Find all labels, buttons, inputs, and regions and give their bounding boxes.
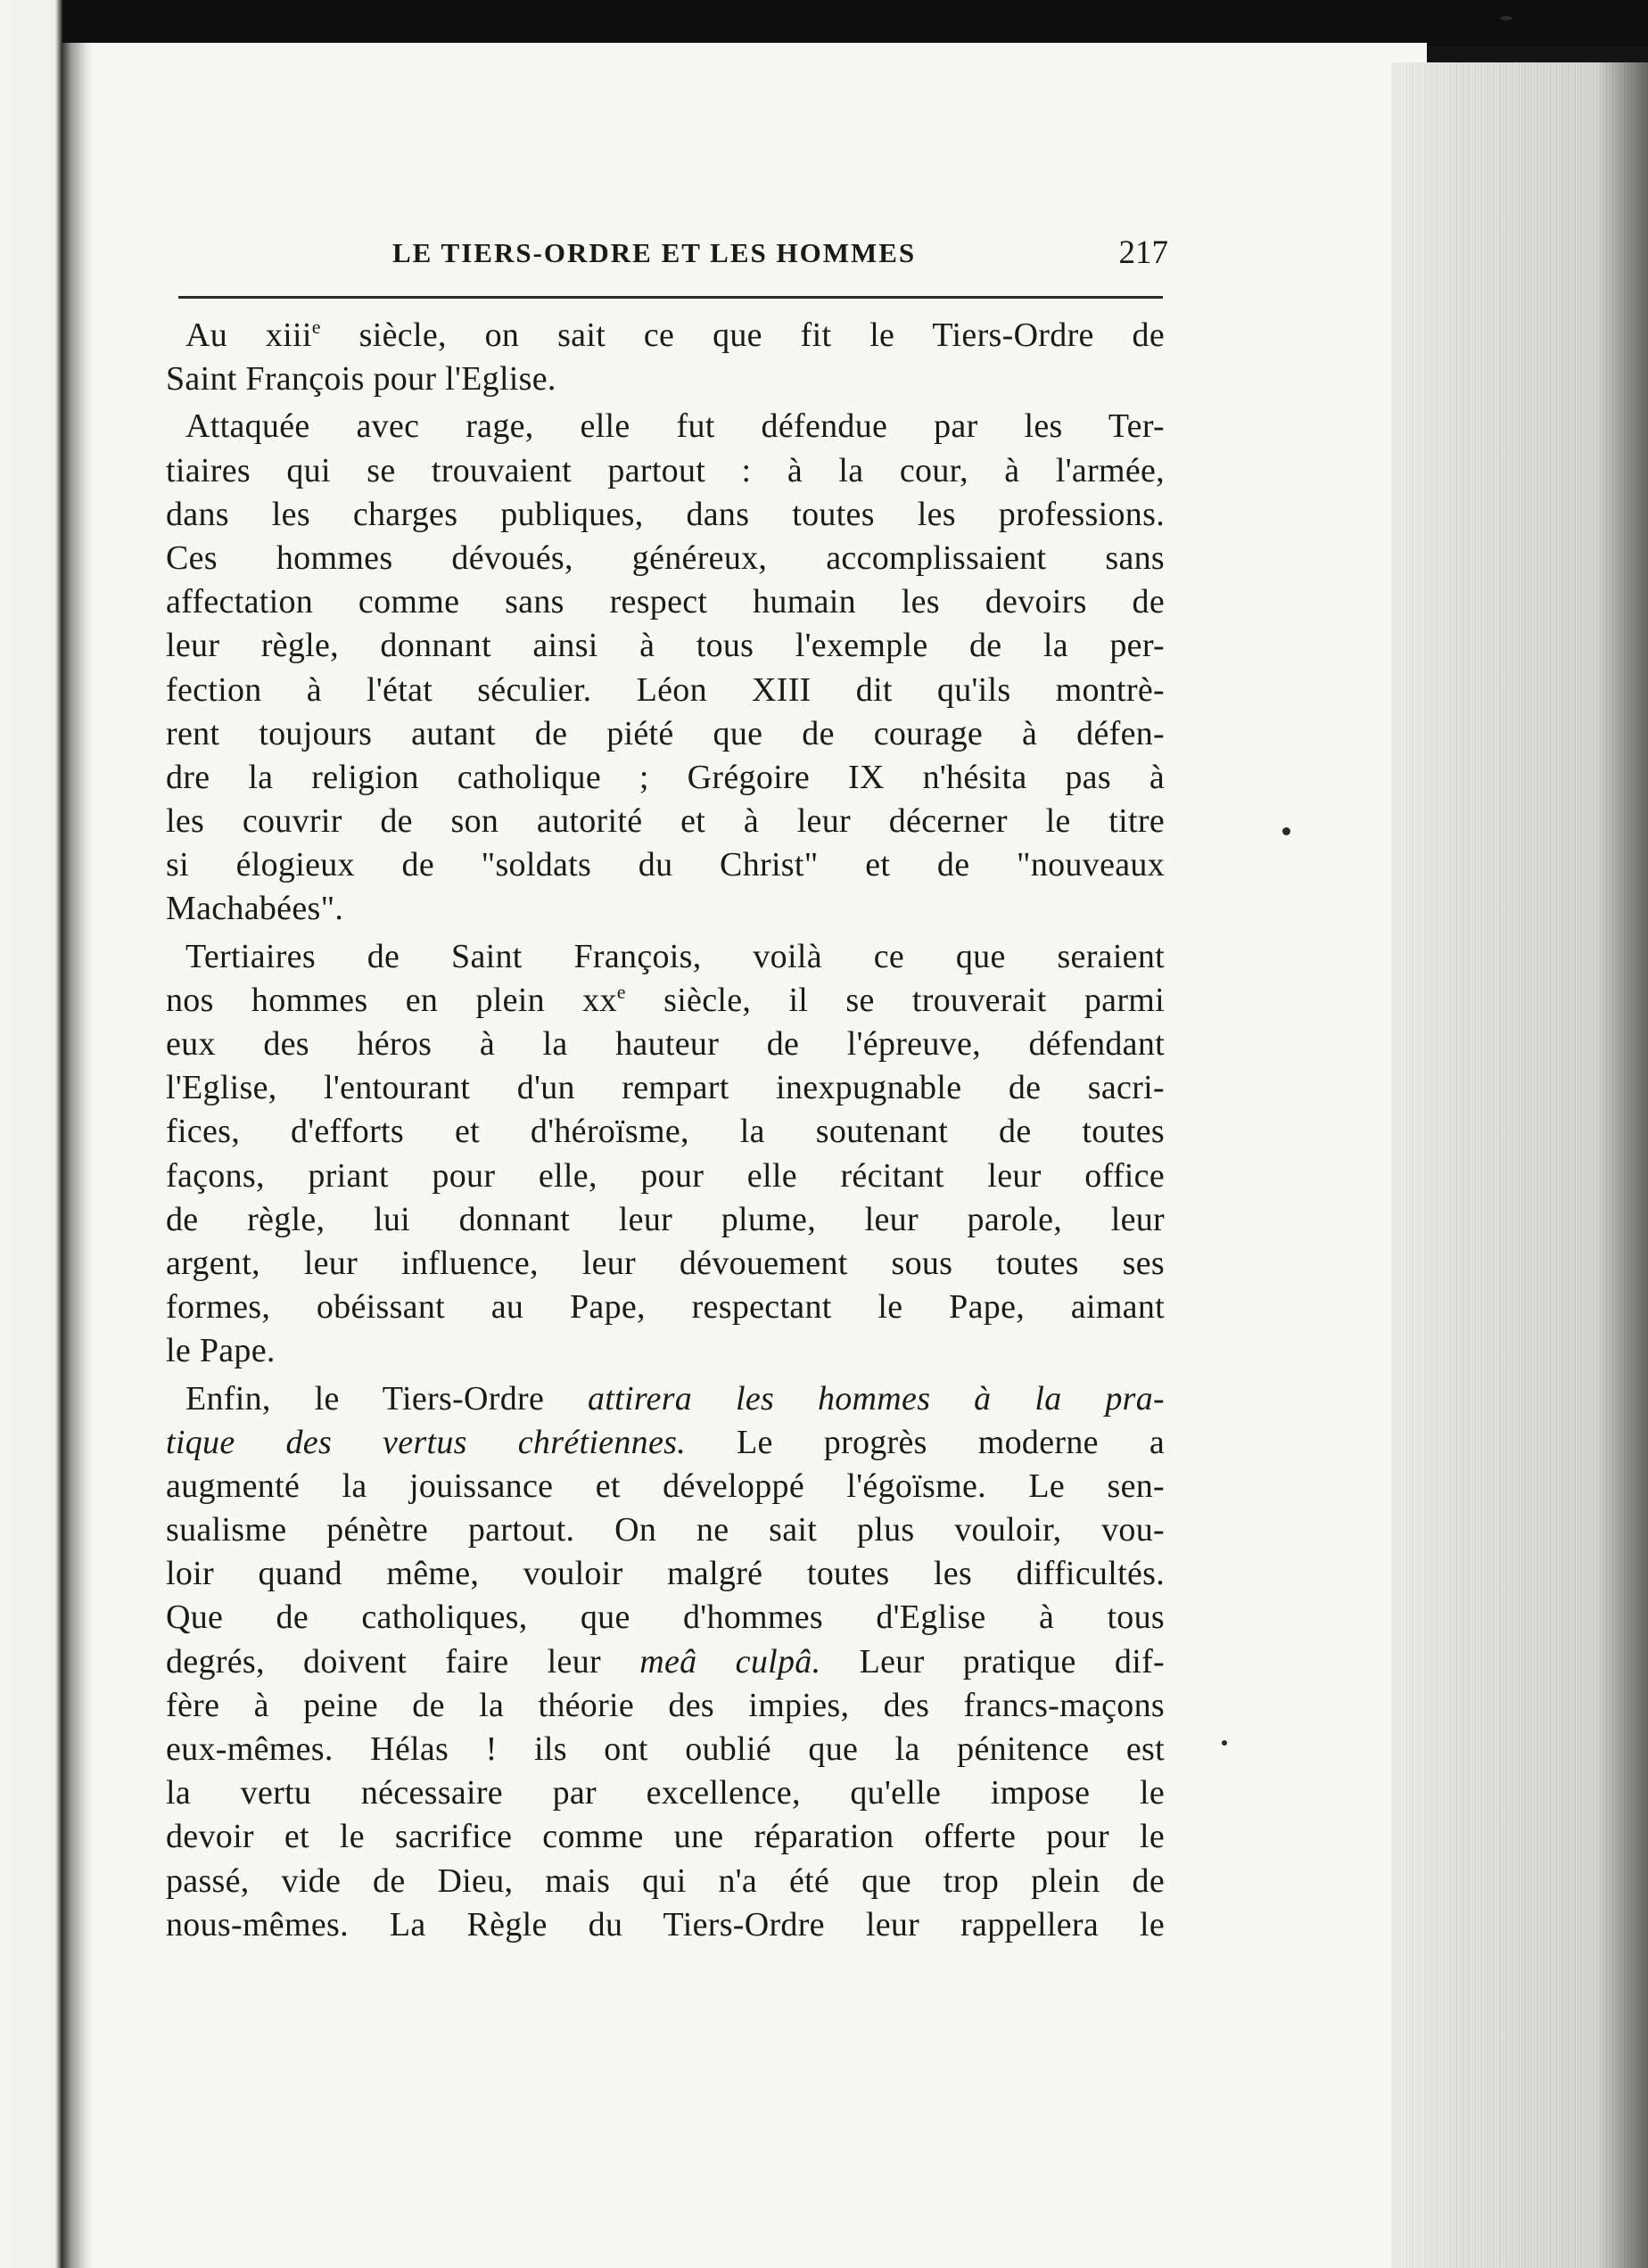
paragraph (166, 314, 1165, 401)
text-run: devoir et le sacrifice comme une réparation offerte pour le (166, 1818, 1165, 1856)
text-line (166, 493, 1165, 537)
text-line (166, 712, 1165, 756)
text-run: nous-mêmes. La Règle du Tiers-Ordre leur rappellera le (166, 1905, 1165, 1943)
facing-page-edge (0, 0, 62, 2268)
text-run: fère à peine de la théorie des impies, des francs-maçons (166, 1686, 1165, 1724)
text-run: siècle, on sait ce que fit le Tiers-Ordre de (320, 316, 1165, 354)
body-text (166, 314, 1165, 1951)
superscript: e (616, 980, 626, 1003)
text-line (166, 1242, 1165, 1286)
text-run: dans les charges publiques, dans toutes les professions. (166, 495, 1165, 533)
text-run: la vertu nécessaire par excellence, qu'elle impose le (166, 1774, 1165, 1812)
scan-speck (1500, 16, 1512, 21)
text-run: argent, leur influence, leur dévouement sous toutes ses (166, 1244, 1165, 1282)
text-line (166, 669, 1165, 712)
text-run: nos hommes en plein xx (166, 981, 617, 1019)
text-run: l'Eglise, l'entourant d'un rempart inexpugnable de sacri- (166, 1069, 1165, 1107)
text-line (166, 756, 1165, 800)
page-stack-shading (1391, 62, 1648, 2268)
text-line (166, 800, 1165, 843)
text-line (166, 1596, 1165, 1639)
text-line (166, 1684, 1165, 1728)
text-run: loir quand même, vouloir malgré toutes les difficultés. (166, 1555, 1165, 1593)
superscript: e (311, 316, 321, 338)
text-run: eux-mêmes. Hélas ! ils ont oublié que la pénitence est (166, 1730, 1165, 1768)
text-run: Saint François pour l'Eglise. (166, 360, 556, 399)
text-line (166, 1329, 1165, 1373)
text-line (166, 1286, 1165, 1329)
text-run: Enfin, le Tiers-Ordre (185, 1379, 588, 1418)
text-line (166, 449, 1165, 493)
running-head (178, 230, 1168, 284)
text-run: degrés, doivent faire leur (166, 1642, 640, 1680)
text-run: façons, priant pour elle, pour elle récitant leur office (166, 1156, 1165, 1195)
text-line (166, 1860, 1165, 1903)
text-run: fection à l'état séculier. Léon XIII dit qu'ils montrè- (166, 670, 1165, 709)
paragraph (166, 1377, 1165, 1947)
gutter-shadow (62, 43, 93, 2268)
text-line (166, 1377, 1165, 1421)
text-line (166, 979, 1165, 1023)
text-run: passé, vide de Dieu, mais qui n'a été que trop plein de (166, 1861, 1165, 1900)
text-run: Au xiii (185, 316, 312, 354)
text-run: augmenté la jouissance et développé l'égoïsme. Le sen- (166, 1467, 1165, 1505)
text-run: Attaquée avec rage, elle fut défendue par les Ter- (185, 407, 1165, 446)
text-run: formes, obéissant au Pape, respectant le Pape, aimant (166, 1288, 1165, 1327)
text-line (166, 580, 1165, 624)
text-line (166, 1640, 1165, 1684)
text-line (166, 314, 1165, 357)
page-number: 217 (1118, 234, 1168, 271)
text-run: de règle, lui donnant leur plume, leur parole, leur (166, 1200, 1165, 1238)
text-line (166, 1465, 1165, 1508)
text-line (166, 887, 1165, 931)
text-line (166, 1110, 1165, 1154)
text-line (166, 1903, 1165, 1947)
text-line (166, 537, 1165, 580)
paragraph (166, 405, 1165, 931)
text-run: Que de catholiques, que d'hommes d'Eglise à tous (166, 1598, 1165, 1637)
text-line (166, 1066, 1165, 1110)
text-run: fices, d'efforts et d'héroïsme, la soutenant de toutes (166, 1113, 1165, 1151)
header-rule (178, 296, 1163, 299)
text-line (166, 624, 1165, 668)
text-line (166, 1421, 1165, 1465)
text-line (166, 405, 1165, 448)
text-line (166, 1771, 1165, 1815)
text-run: Leur pratique dif- (820, 1642, 1165, 1680)
scan-speck (1282, 827, 1290, 835)
text-run: leur règle, donnant ainsi à tous l'exemple de la per- (166, 627, 1165, 665)
text-run: Le progrès moderne a (686, 1423, 1165, 1461)
text-line (166, 1198, 1165, 1242)
text-run: si élogieux de "soldats du Christ" et de "nouveaux (166, 846, 1165, 884)
text-run: tiaires qui se trouvaient partout : à la cour, à l'armée, (166, 451, 1165, 489)
text-line (166, 935, 1165, 979)
text-run: Tertiaires de Saint François, voilà ce que seraient (185, 937, 1165, 975)
italic-text: attirera les hommes à la pra- (588, 1379, 1166, 1418)
text-run: les couvrir de son autorité et à leur décerner le titre (166, 802, 1165, 841)
text-line (166, 1155, 1165, 1198)
text-line (166, 1508, 1165, 1552)
text-run: dre la religion catholique ; Grégoire IX n'hésita pas à (166, 758, 1165, 796)
text-line (166, 1023, 1165, 1066)
text-run: eux des héros à la hauteur de l'épreuve, défendant (166, 1025, 1165, 1063)
text-run: siècle, il se trouverait parmi (625, 981, 1165, 1019)
text-line (166, 357, 1165, 401)
text-line (166, 1815, 1165, 1859)
italic-text: meâ culpâ. (639, 1642, 821, 1680)
text-run: rent toujours autant de piété que de courage à défen- (166, 714, 1165, 752)
text-run: sualisme pénètre partout. On ne sait plus vouloir, vou- (166, 1511, 1165, 1549)
text-run: Machabées". (166, 890, 344, 928)
paragraph (166, 935, 1165, 1374)
text-run: le Pape. (166, 1332, 276, 1370)
italic-text: tique des vertus chrétiennes. (166, 1423, 686, 1461)
text-line (166, 843, 1165, 887)
text-run: affectation comme sans respect humain les devoirs de (166, 583, 1165, 621)
scanner-background-top (0, 0, 1648, 46)
text-run: Ces hommes dévoués, généreux, accomplissaient sans (166, 538, 1165, 577)
running-title: LE TIERS-ORDRE ET LES HOMMES (392, 237, 917, 268)
scan-speck (1222, 1740, 1227, 1746)
text-line (166, 1552, 1165, 1596)
text-line (166, 1728, 1165, 1771)
